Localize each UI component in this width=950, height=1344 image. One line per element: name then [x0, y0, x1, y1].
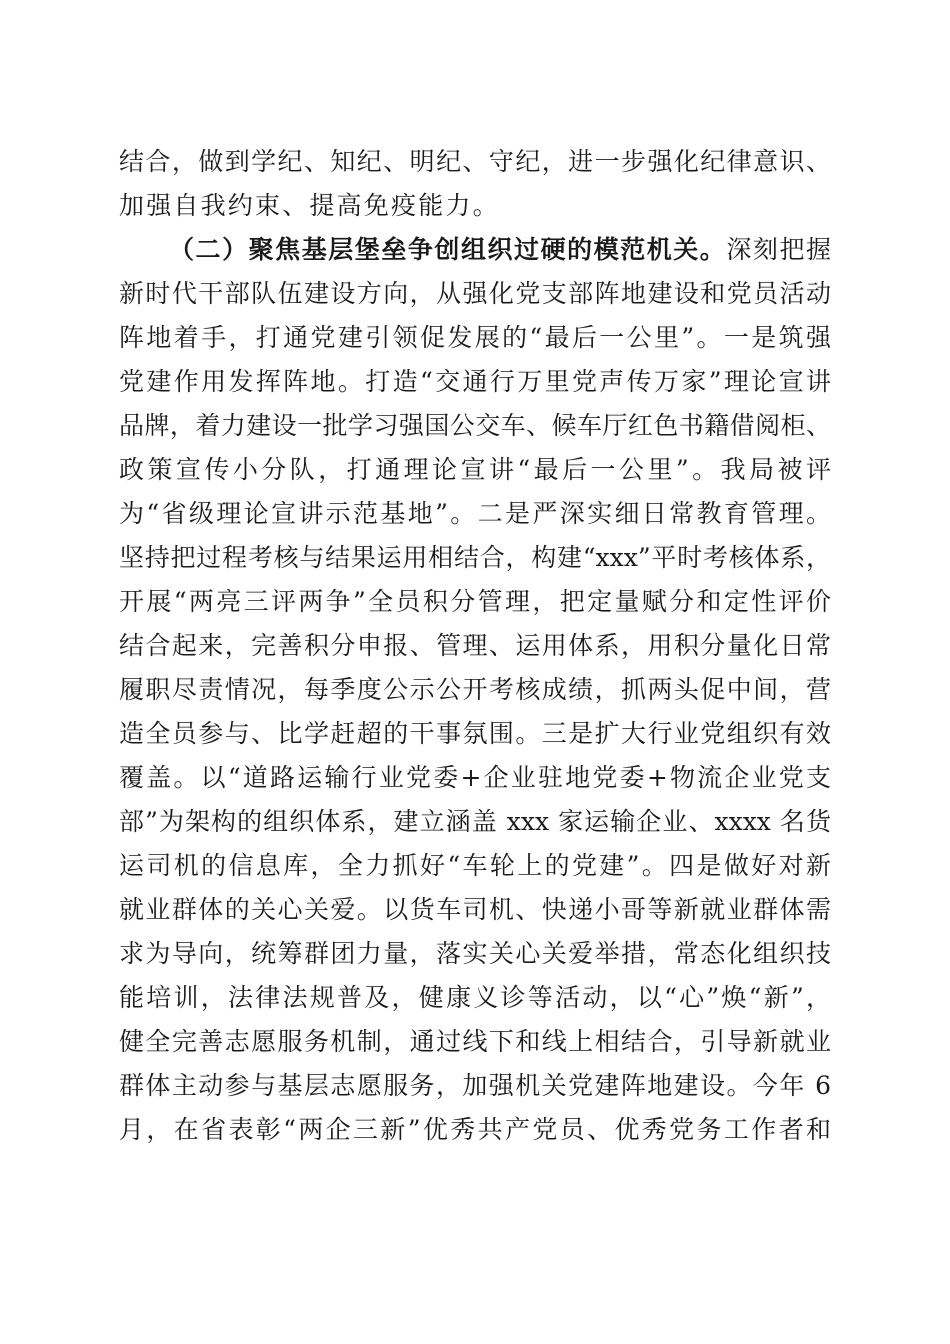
paragraph-line: 开展“两亮三评两争”全员积分管理，把定量赋分和定性评价	[119, 587, 831, 616]
paragraph-line: 履职尽责情况，每季度公示公开考核成绩，抓两头促中间，营	[119, 675, 831, 704]
paragraph-line: 月，在省表彰“两企三新”优秀共产党员、优秀党务工作者和	[119, 1115, 831, 1144]
body-text	[119, 140, 831, 1152]
paragraph-line: 就业群体的关心关爱。以货车司机、快递小哥等新就业群体需	[119, 895, 831, 924]
paragraph-line: 党建作用发挥阵地。打造“交通行万里党声传万家”理论宣讲	[119, 367, 831, 396]
paragraph-line: 部”为架构的组织体系，建立涵盖 xxx 家运输企业、xxxx 名货	[119, 807, 831, 836]
paragraph-line: 结合，做到学纪、知纪、明纪、守纪，进一步强化纪律意识、	[119, 147, 831, 176]
paragraph-line: 为“省级理论宣讲示范基地”。二是严深实细日常教育管理。	[119, 499, 831, 528]
heading-continuation: 深刻把握	[726, 235, 831, 264]
paragraph-line: 能培训，法律法规普及，健康义诊等活动，以“心”焕“新”，	[119, 983, 831, 1012]
paragraph-line: 坚持把过程考核与结果运用相结合，构建“xxx”平时考核体系，	[119, 543, 831, 572]
paragraph-line: 健全完善志愿服务机制，通过线下和线上相结合，引导新就业	[119, 1027, 831, 1056]
paragraph-line: 结合起来，完善积分申报、管理、运用体系，用积分量化日常	[119, 631, 831, 660]
paragraph-line: 运司机的信息库，全力抓好“车轮上的党建”。四是做好对新	[119, 851, 831, 880]
paragraph-line: 品牌，着力建设一批学习强国公交车、候车厅红色书籍借阅柜、	[119, 411, 831, 440]
paragraph-line: 政策宣传小分队，打通理论宣讲“最后一公里”。我局被评	[119, 455, 831, 484]
paragraph-line: 群体主动参与基层志愿服务，加强机关党建阵地建设。今年 6	[119, 1071, 831, 1100]
paragraph-line: 造全员参与、比学赶超的干事氛围。三是扩大行业党组织有效	[119, 719, 831, 748]
paragraph-line: 覆盖。以“道路运输行业党委+企业驻地党委+物流企业党支	[119, 763, 831, 792]
paragraph-line: 阵地着手，打通党建引领促发展的“最后一公里”。一是筑强	[119, 323, 831, 352]
paragraph-line: 求为导向，统筹群团力量，落实关心关爱举措，常态化组织技	[119, 939, 831, 968]
paragraph-line: 加强自我约束、提高免疫能力。	[119, 191, 500, 220]
section-heading-line	[119, 228, 831, 272]
section-heading: （二）聚焦基层堡垒争创组织过硬的模范机关。	[169, 235, 727, 264]
paragraph-line: 新时代干部队伍建设方向，从强化党支部阵地建设和党员活动	[119, 279, 831, 308]
